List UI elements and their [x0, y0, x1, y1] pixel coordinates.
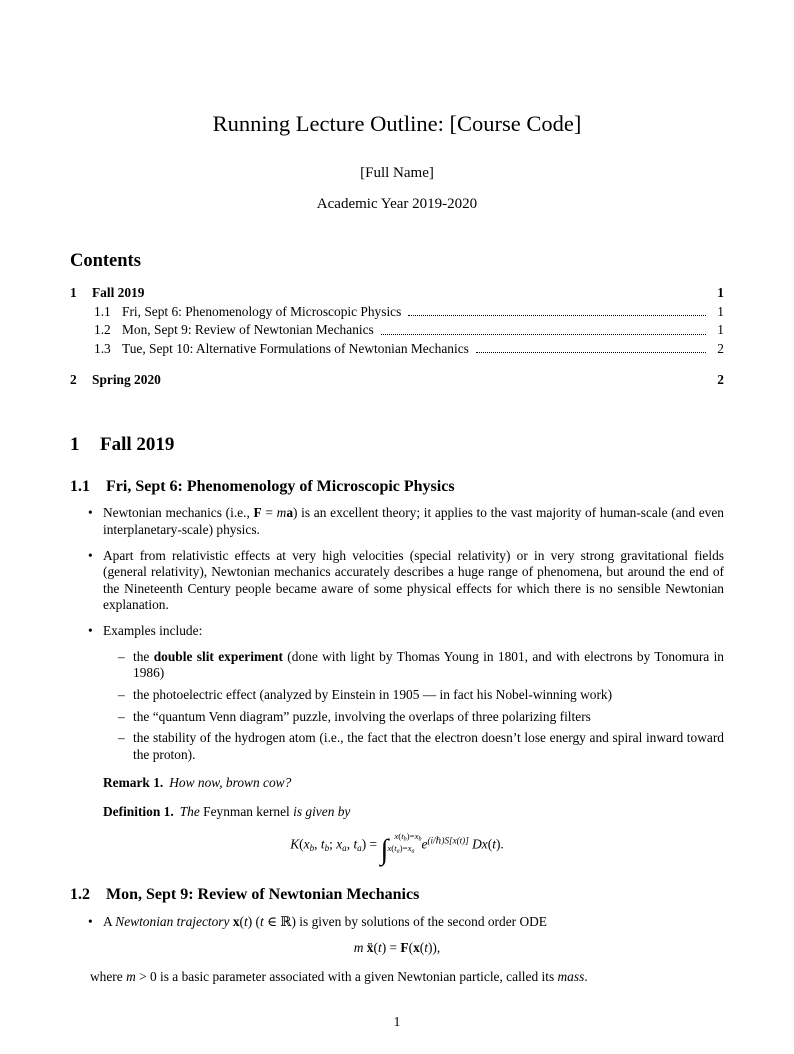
- academic-year: Academic Year 2019-2020: [316, 196, 478, 213]
- dash-marker: –: [118, 708, 125, 724]
- bullet-marker: •: [88, 547, 93, 563]
- toc-label: Mon, Sept 9: Review of Newtonian Mechanics: [122, 322, 374, 338]
- toc-page-number: 2: [717, 340, 724, 356]
- toc-entry-1-1: [70, 304, 724, 321]
- toc-page-number: 2: [717, 372, 724, 388]
- toc-label: Fri, Sept 6: Phenomenology of Microscopic Physics: [122, 303, 402, 319]
- toc-entry-1-3: [70, 341, 724, 358]
- definition-body: The Feynman kernel is given by: [179, 803, 351, 819]
- bullet-marker: •: [88, 623, 93, 639]
- dash-marker: –: [118, 686, 125, 702]
- paragraph-text: A Newtonian trajectory x(t) (t ∈ ℝ) is given by solutions of the second order ODE: [103, 913, 547, 929]
- subsection-number: 1.2: [70, 885, 90, 903]
- toc-number: 2: [70, 372, 77, 388]
- page-number: 1: [393, 1013, 401, 1029]
- contents-heading: Contents: [70, 251, 141, 272]
- toc-dot-leader: [381, 334, 706, 335]
- remark-block: [70, 775, 724, 792]
- definition-block: [70, 804, 724, 821]
- paragraph-text: Examples include:: [103, 623, 203, 639]
- bullet-item: [70, 623, 724, 640]
- remark-label: Remark 1.: [103, 775, 164, 791]
- toc-number: 1: [70, 285, 77, 301]
- paragraph-text: Apart from relativistic effects at very high velocities (special relativity) or in very strong gravitational fields (general relativity), Newtonian mechanics accurately describes a huge range of phenomena, but around the end of the Nineteenth Century people became aware of some physical effects for which there is no sensible Newtonian explanation.: [103, 547, 724, 613]
- toc-number: 1.1: [94, 303, 111, 319]
- section-heading-fall-2019: [70, 433, 724, 457]
- toc-number: 1.2: [94, 322, 111, 338]
- subsection-heading-1-1: [70, 477, 724, 497]
- section-number: 1: [70, 434, 80, 456]
- author-name: [Full Name]: [360, 164, 434, 181]
- toc-entry-fall-2019: [70, 285, 724, 302]
- bullet-marker: •: [88, 913, 93, 929]
- toc-label: Tue, Sept 10: Alternative Formulations of Newtonian Mechanics: [122, 340, 469, 356]
- sub-bullet-item: [70, 730, 724, 763]
- toc-dot-leader: [408, 315, 706, 316]
- paragraph-text: Newtonian mechanics (i.e., F = ma) is an excellent theory; it applies to the vast majority of human-scale (and even interplanetary-scale) physics.: [103, 505, 724, 538]
- bullet-marker: •: [88, 505, 93, 521]
- table-of-contents: [70, 285, 724, 389]
- sub-bullet-item: [70, 687, 724, 704]
- toc-page-number: 1: [717, 322, 724, 338]
- remark-body: How now, brown cow?: [169, 775, 292, 791]
- title-block: [70, 110, 724, 214]
- subsection-number: 1.1: [70, 477, 90, 495]
- toc-page-number: 1: [717, 285, 724, 301]
- continuation-paragraph: where m > 0 is a basic parameter associated with a given Newtonian particle, called its mass.: [90, 968, 588, 984]
- document-title: Running Lecture Outline: [Course Code]: [212, 111, 582, 136]
- paragraph-text: the double slit experiment (done with light by Thomas Young in 1801, and with electrons by Tonomura in 1986): [133, 648, 724, 681]
- toc-label: Fall 2019: [92, 285, 145, 301]
- toc-number: 1.3: [94, 340, 111, 356]
- bullet-item: [70, 548, 724, 614]
- sub-bullet-item: [70, 709, 724, 726]
- bullet-item: [70, 914, 724, 931]
- dash-marker: –: [118, 730, 125, 746]
- toc-page-number: 1: [717, 303, 724, 319]
- feynman-kernel-equation: $K(x_b$, $t_b$; $x_a$, $t_a$) = ∫ $x(t_b)=x_b$ $x(t_a)=x_a$ $e^{(i/\hbar)S[x(t)]}$ Dx(t).: [290, 830, 504, 866]
- section-title: Fall 2019: [100, 434, 175, 456]
- paragraph-text: the photoelectric effect (analyzed by Einstein in 1905 — in fact his Nobel-winning work): [133, 686, 613, 702]
- definition-label: Definition 1.: [103, 803, 174, 819]
- bullet-item: [70, 505, 724, 538]
- paragraph-text: the “quantum Venn diagram” puzzle, involving the overlaps of three polarizing filters: [133, 708, 591, 724]
- toc-label: Spring 2020: [92, 372, 161, 388]
- sub-bullet-item: [70, 649, 724, 682]
- paragraph-text: the stability of the hydrogen atom (i.e., the fact that the electron doesn’t lose energy and spiral inward toward the proton).: [133, 730, 724, 762]
- newton-ode-equation: m ẍ(t) = F(x(t)),: [353, 940, 441, 956]
- dash-marker: –: [118, 648, 125, 664]
- toc-entry-spring-2020: [70, 372, 724, 389]
- subsection-title: Mon, Sept 9: Review of Newtonian Mechanics: [106, 885, 420, 903]
- subsection-title: Fri, Sept 6: Phenomenology of Microscopic Physics: [106, 477, 455, 495]
- toc-entry-1-2: [70, 322, 724, 339]
- section-fall-2019: [70, 433, 724, 985]
- toc-dot-leader: [476, 352, 706, 353]
- subsection-heading-1-2: [70, 885, 724, 905]
